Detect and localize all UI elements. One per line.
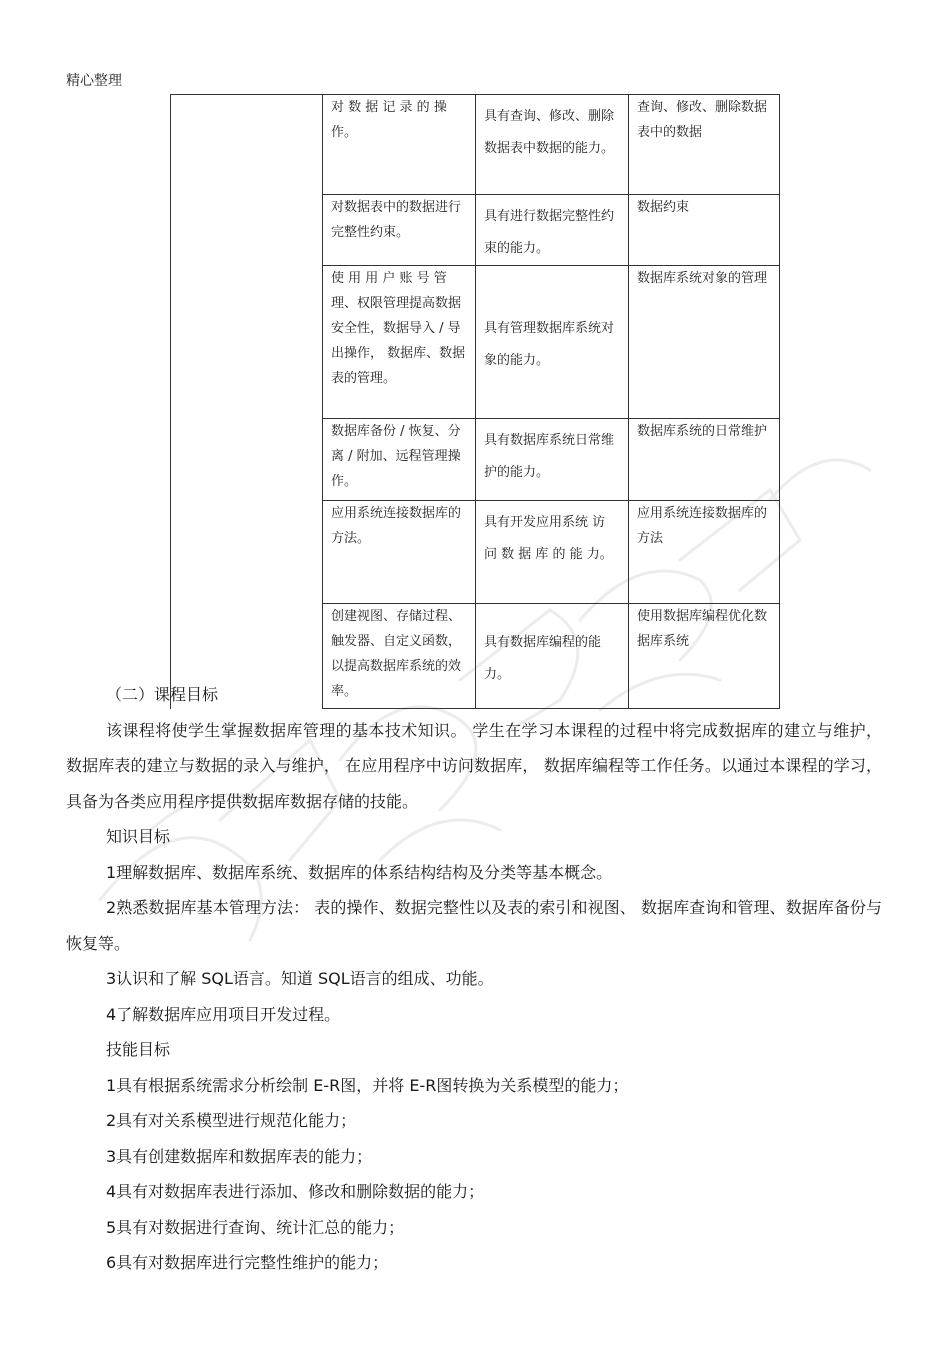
ability-cell: 具有数据库编程的能力。	[476, 604, 629, 709]
skill-item: 3具有创建数据库和数据库表的能力；	[106, 1146, 373, 1166]
content-cell: 查询、修改、删除数据表中的数据	[629, 95, 780, 195]
skills-heading: 技能目标	[106, 1040, 171, 1059]
ability-cell: 具有进行数据完整性约束的能力。	[476, 195, 629, 266]
ability-cell: 具有数据库系统日常维护的能力。	[476, 419, 629, 501]
content-cell: 数据约束	[629, 195, 780, 266]
requirements-table	[170, 94, 780, 709]
ability-cell: 具有开发应用系统 访 问 数 据 库 的 能 力。	[476, 501, 629, 604]
header-note: 精心整理	[66, 73, 122, 89]
task-cell: 数据库备份 / 恢复、分离 / 附加、远程管理操作。	[323, 419, 476, 501]
knowledge-heading: 知识目标	[106, 827, 171, 846]
knowledge-item: 3认识和了解 SQL语言。知道 SQL语言的组成、功能。	[106, 969, 494, 988]
task-cell: 对数据表中的数据进行完整性约束。	[323, 195, 476, 266]
task-cell: 对 数 据 记 录 的 操 作。	[323, 95, 476, 195]
blank-cell	[171, 95, 323, 709]
content-cell: 应用系统连接数据库的方法	[629, 501, 780, 604]
intro-paragraph: 该课程将使学生掌握数据库管理的基本技术知识。 学生在学习本课程的过程中将完成数据库的建立与维护， 数据库表的建立与数据的录入与维护， 在应用程序中访问数据库， 数据库编程等工作任务。以通过本课程的学习，具备为各类应用程序提供数据库数据存储的技能。	[66, 720, 882, 811]
ability-cell: 具有管理数据库系统对象的能力。	[476, 266, 629, 419]
task-cell: 创建视图、存储过程、触发器、自定义函数，以提高数据库系统的效率。	[323, 604, 476, 709]
ability-cell: 具有查询、修改、删除数据表中数据的能力。	[476, 95, 629, 195]
knowledge-item: 1理解数据库、数据库系统、数据库的体系结构结构及分类等基本概念。	[106, 862, 613, 882]
skill-item: 2具有对关系模型进行规范化能力；	[106, 1111, 357, 1130]
content-cell: 数据库系统对象的管理	[629, 266, 780, 419]
skill-item: 1具有根据系统需求分析绘制 E-R图，并将 E-R图转换为关系模型的能力；	[106, 1075, 629, 1095]
task-cell: 应用系统连接数据库的方法。	[323, 501, 476, 604]
skill-item: 6具有对数据库进行完整性维护的能力；	[106, 1253, 389, 1272]
skill-item: 5具有对数据进行查询、统计汇总的能力；	[106, 1217, 405, 1237]
section-title: （二）课程目标	[106, 685, 219, 704]
knowledge-item: 4了解数据库应用项目开发过程。	[106, 1004, 341, 1024]
knowledge-item: 2熟悉数据库基本管理方法： 表的操作、数据完整性以及表的索引和视图、 数据库查询和管理、数据库备份与恢复等。	[66, 898, 882, 953]
content-cell: 使用数据库编程优化数据库系统	[629, 604, 780, 709]
content-cell: 数据库系统的日常维护	[629, 419, 780, 501]
course-objectives-section	[66, 677, 882, 1281]
table-row	[171, 95, 780, 195]
task-cell: 使 用 用 户 账 号 管 理、权限管理提高数据安全性，数据导入 / 导出操作， 数据库、数据表的管理。	[323, 266, 476, 419]
skill-item: 4具有对数据库表进行添加、修改和删除数据的能力；	[106, 1182, 485, 1201]
